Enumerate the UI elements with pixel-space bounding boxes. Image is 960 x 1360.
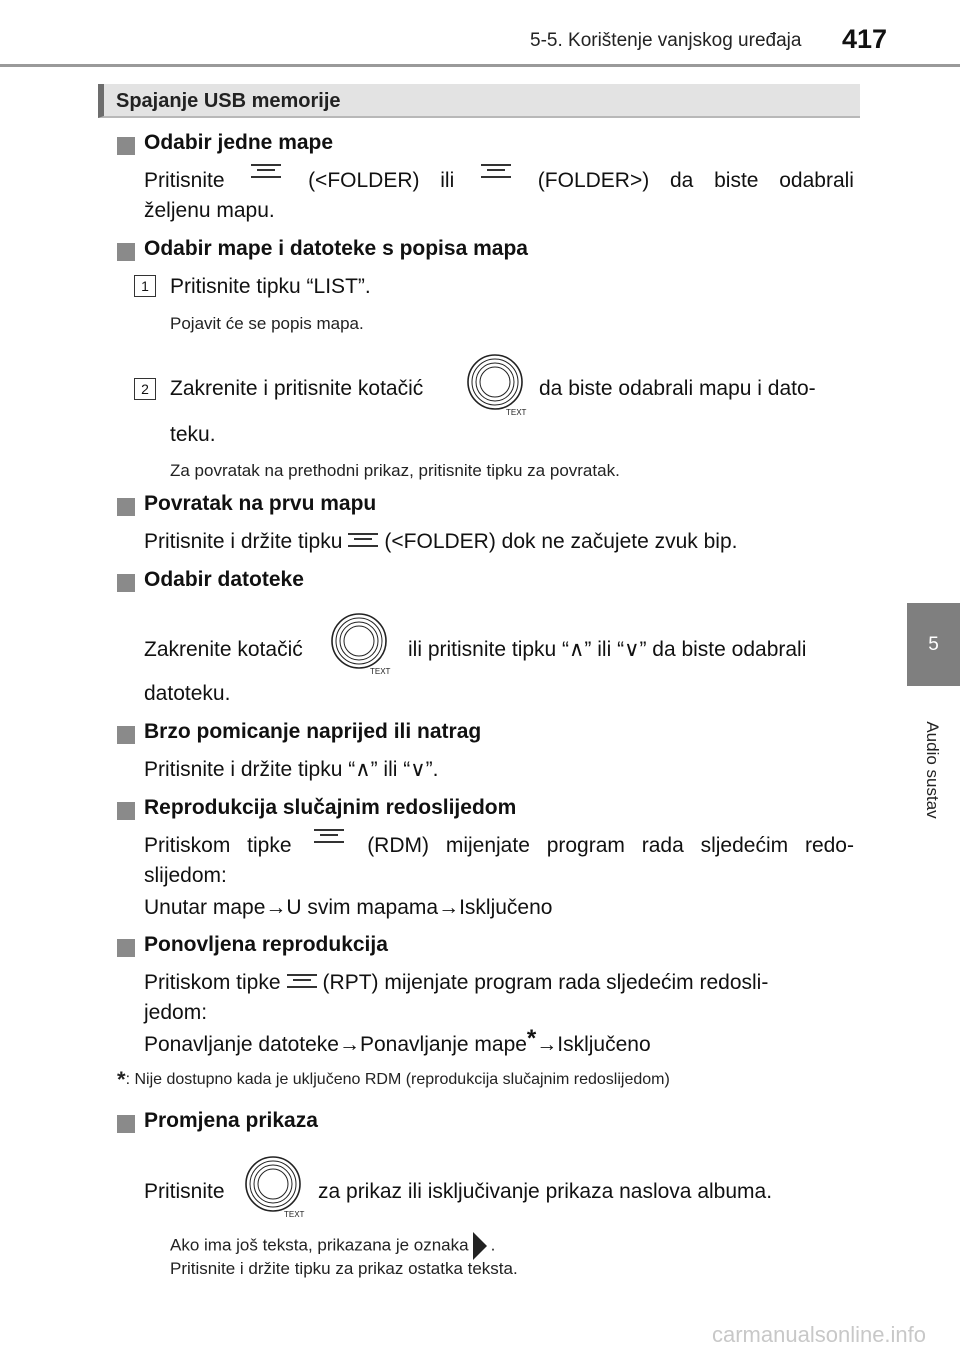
watermark: carmanualsonline.info bbox=[712, 1322, 927, 1347]
step-number-1: 1 bbox=[134, 275, 156, 297]
heading-promjena-prikaza: Promjena prikaza bbox=[144, 1109, 318, 1132]
bullet-square bbox=[117, 1115, 135, 1133]
heading-odabir-mape-i-datoteke: Odabir mape i datoteke s popisa mapa bbox=[144, 237, 528, 260]
s6-line1: Pritiskom tipke (RDM) mijenjate program rada sljedećim redo- bbox=[144, 831, 854, 861]
folder-button-icon bbox=[348, 533, 378, 547]
bullet-square bbox=[117, 498, 135, 516]
section-title-bar bbox=[98, 84, 860, 118]
running-header-title: 5-5. Korištenje vanjskog uređaja bbox=[530, 30, 802, 51]
header-rule bbox=[0, 64, 960, 67]
bullet-square bbox=[117, 939, 135, 957]
heading-odabir-jedne-mape: Odabir jedne mape bbox=[144, 131, 334, 154]
bullet-square bbox=[117, 243, 135, 261]
s4-line2: datoteku. bbox=[144, 682, 231, 705]
step-number-2: 2 bbox=[134, 378, 156, 400]
knob-label: TEXT bbox=[506, 408, 527, 417]
s1-line2: željenu mapu. bbox=[144, 199, 275, 222]
s4-line1-pre: Zakrenite kotačić bbox=[144, 638, 303, 661]
bullet-square bbox=[117, 726, 135, 744]
tune-knob-icon bbox=[466, 353, 530, 417]
s3-line1: Pritisnite i držite tipku (<FOLDER) dok ne začujete zvuk bip. bbox=[144, 530, 738, 553]
heading-odabir-datoteke: Odabir datoteke bbox=[144, 568, 304, 591]
knob-label: TEXT bbox=[284, 1210, 305, 1219]
s7-line2: jedom: bbox=[144, 1001, 208, 1024]
s8-line1-pre: Pritisnite bbox=[144, 1180, 225, 1203]
rpt-button-icon bbox=[287, 974, 317, 988]
heading-brzo-pomicanje: Brzo pomicanje naprijed ili natrag bbox=[144, 720, 482, 743]
step1-note: Pojavit će se popis mapa. bbox=[170, 314, 364, 333]
step2-text-pre: Zakrenite i pritisnite kotačić bbox=[170, 377, 424, 400]
footnote: *: Nije dostupno kada je uključeno RDM (reprodukcija slučajnim redoslijedom) bbox=[117, 1067, 670, 1092]
step2-line2: teku. bbox=[170, 423, 216, 446]
s8-line1-post: za prikaz ili isključivanje prikaza naslova albuma. bbox=[318, 1180, 773, 1203]
knob-label: TEXT bbox=[370, 667, 391, 676]
heading-ponovljena-reprodukcija: Ponovljena reprodukcija bbox=[144, 933, 388, 956]
heading-reprodukcija-slucajnim: Reprodukcija slučajnim redoslijedom bbox=[144, 796, 517, 819]
step2-text-post: da biste odabrali mapu i dato- bbox=[539, 377, 816, 400]
s1-line1: Pritisnite (<FOLDER) ili (FOLDER>) da biste odabrali bbox=[144, 166, 854, 196]
tune-knob-icon bbox=[244, 1155, 308, 1219]
tune-knob-icon bbox=[330, 612, 394, 676]
folder-button-icon bbox=[251, 164, 281, 178]
section-title: Spajanje USB memorije bbox=[116, 90, 341, 112]
s6-line2: slijedom: bbox=[144, 864, 227, 887]
footnote-asterisk: * bbox=[526, 1025, 537, 1052]
chapter-tab: 5 bbox=[907, 603, 960, 686]
chapter-label: Audio sustav bbox=[923, 721, 942, 819]
rdm-button-icon bbox=[314, 829, 344, 843]
more-text-arrow-icon bbox=[473, 1232, 487, 1260]
s7-line1: Pritiskom tipke (RPT) mijenjate program rada sljedećim redosli- bbox=[144, 971, 769, 994]
bullet-square bbox=[117, 802, 135, 820]
bullet-square bbox=[117, 137, 135, 155]
s6-line3: Unutar mape→U svim mapama→Isključeno bbox=[144, 896, 553, 919]
step1-text: Pritisnite tipku “LIST”. bbox=[170, 275, 371, 298]
folder-button-icon bbox=[481, 164, 511, 178]
s5-text: Pritisnite i držite tipku “∧” ili “∨”. bbox=[144, 758, 439, 781]
s8-note1: Ako ima još teksta, prikazana je oznaka . bbox=[170, 1232, 495, 1260]
heading-povratak-na-prvu-mapu: Povratak na prvu mapu bbox=[144, 492, 377, 515]
page-number: 417 bbox=[842, 24, 888, 54]
s8-note2: Pritisnite i držite tipku za prikaz ostatka teksta. bbox=[170, 1259, 518, 1278]
step2-note: Za povratak na prethodni prikaz, pritisnite tipku za povratak. bbox=[170, 461, 620, 480]
bullet-square bbox=[117, 574, 135, 592]
s7-line3: Ponavljanje datoteke→Ponavljanje mape*→Isključeno bbox=[144, 1025, 651, 1056]
s4-line1-post: ili pritisnite tipku “∧” ili “∨” da biste odabrali bbox=[408, 638, 807, 661]
